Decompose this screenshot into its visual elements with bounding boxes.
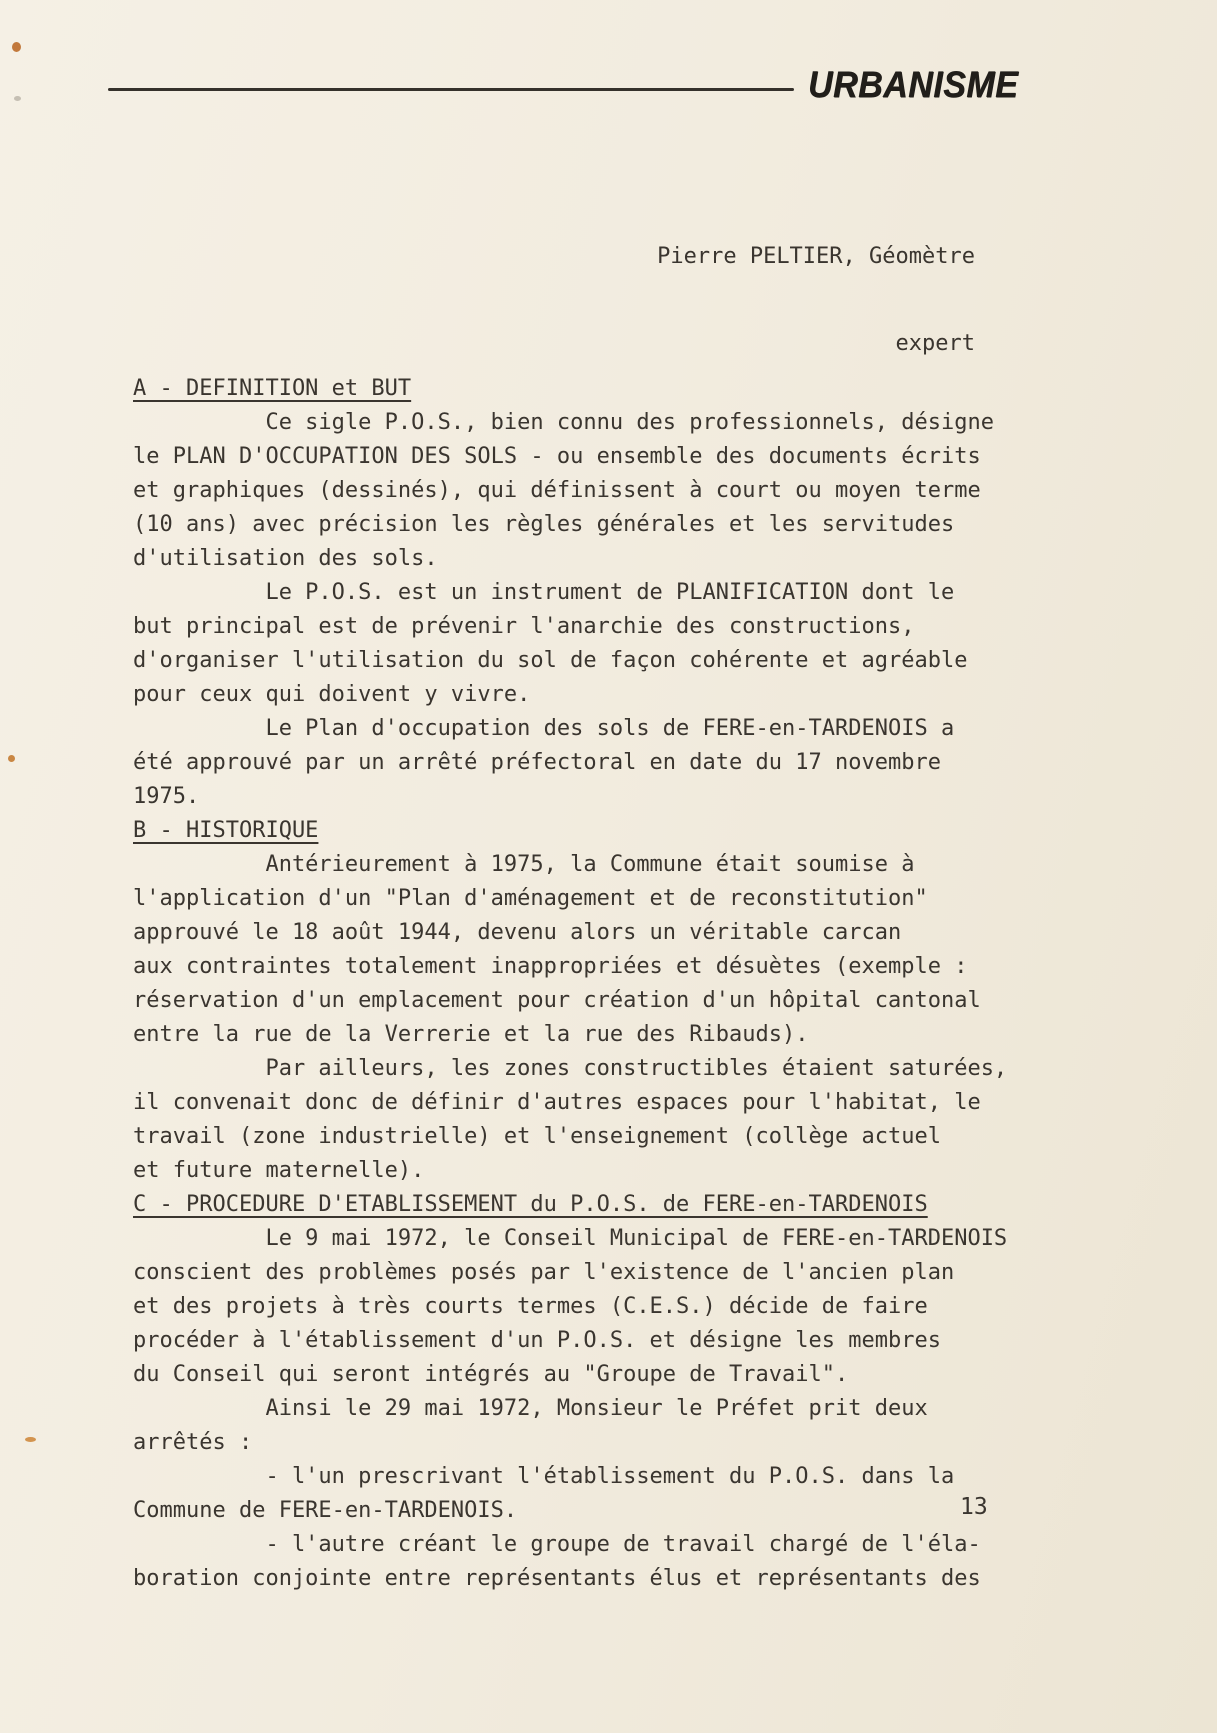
text-line: (10 ans) avec précision les règles générales et les servitudes [133, 512, 955, 537]
text-line: Par ailleurs, les zones constructibles étaient saturées, [133, 1056, 1008, 1081]
masthead-title: URBANISME [808, 64, 1019, 105]
text-line: travail (zone industrielle) et l'enseignement (collège actuel [133, 1124, 941, 1149]
text-line: Le 9 mai 1972, le Conseil Municipal de FERE-en-TARDENOIS [133, 1226, 1008, 1251]
section-heading: B - HISTORIQUE [133, 818, 319, 843]
section-heading: C - PROCEDURE D'ETABLISSEMENT du P.O.S. de FERE-en-TARDENOIS [133, 1192, 928, 1217]
text-line: boration conjointe entre représentants élus et représentants des [133, 1566, 981, 1591]
text-line: pour ceux qui doivent y vivre. [133, 682, 531, 707]
text-line: du Conseil qui seront intégrés au "Groupe de Travail". [133, 1362, 849, 1387]
text-line: réservation d'un emplacement pour création d'un hôpital cantonal [133, 988, 981, 1013]
text-line: et des projets à très courts termes (C.E.S.) décide de faire [133, 1294, 928, 1319]
page-number: 13 [960, 1494, 988, 1520]
text-line: Ce sigle P.O.S., bien connu des professionnels, désigne [133, 410, 994, 435]
text-line: et future maternelle). [133, 1158, 425, 1183]
text-line: été approuvé par un arrêté préfectoral en date du 17 novembre [133, 750, 941, 775]
document-body [133, 270, 1153, 1596]
author-name: Pierre PELTIER, Géomètre [657, 244, 975, 269]
author-role: expert [895, 331, 975, 356]
scan-speck [25, 1437, 36, 1442]
text-line: Commune de FERE-en-TARDENOIS. [133, 1498, 518, 1523]
text-line: arrêtés : [133, 1430, 253, 1455]
text-line: et graphiques (dessinés), qui définissent à court ou moyen terme [133, 478, 981, 503]
text-line: conscient des problèmes posés par l'existence de l'ancien plan [133, 1260, 955, 1285]
scan-speck [8, 755, 15, 762]
text-line: - l'un prescrivant l'établissement du P.O.S. dans la [133, 1464, 955, 1489]
text-line: le PLAN D'OCCUPATION DES SOLS - ou ensemble des documents écrits [133, 444, 981, 469]
text-line: 1975. [133, 784, 200, 809]
text-line: but principal est de prévenir l'anarchie des constructions, [133, 614, 915, 639]
section-heading: A - DEFINITION et BUT [133, 376, 412, 401]
text-line: Ainsi le 29 mai 1972, Monsieur le Préfet prit deux [133, 1396, 928, 1421]
text-line: Antérieurement à 1975, la Commune était soumise à [133, 852, 915, 877]
text-line: il convenait donc de définir d'autres espaces pour l'habitat, le [133, 1090, 981, 1115]
text-line: aux contraintes totalement inappropriées et désuètes (exemple : [133, 954, 968, 979]
text-line: entre la rue de la Verrerie et la rue des Ribauds). [133, 1022, 809, 1047]
text-line: - l'autre créant le groupe de travail chargé de l'éla- [133, 1532, 981, 1557]
text-line: procéder à l'établissement d'un P.O.S. et désigne les membres [133, 1328, 941, 1353]
header-rule-line [108, 88, 794, 91]
text-line: d'utilisation des sols. [133, 546, 438, 571]
text-line: Le Plan d'occupation des sols de FERE-en-TARDENOIS a [133, 716, 955, 741]
text-line: l'application d'un "Plan d'aménagement et de reconstitution" [133, 886, 928, 911]
scan-speck [12, 42, 21, 52]
text-line: approuvé le 18 août 1944, devenu alors un véritable carcan [133, 920, 902, 945]
text-line: Le P.O.S. est un instrument de PLANIFICATION dont le [133, 580, 955, 605]
scan-speck [14, 96, 21, 101]
text-line: d'organiser l'utilisation du sol de façon cohérente et agréable [133, 648, 968, 673]
